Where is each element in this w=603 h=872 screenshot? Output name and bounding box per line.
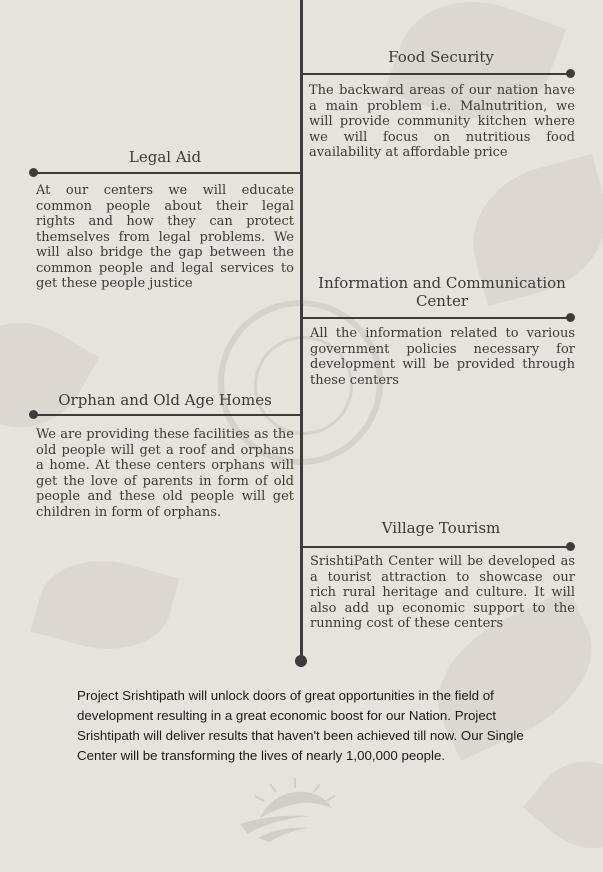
section-title-food-security: Food Security <box>388 48 494 66</box>
section-text-food-security: The backward areas of our nation have a main problem i.e. Malnutrition, we will provide community kitchen where we will focus on nutritious food availability at affordable price <box>309 83 575 160</box>
section-text-village-tourism: SrishtiPath Center will be developed as a tourist attraction to showcase our rich rural heritage and culture. It will also add up economic support to the running cost of these centers <box>310 554 575 631</box>
branch-dot-info-comm-center <box>566 313 575 322</box>
branch-line-village-tourism <box>302 546 570 548</box>
section-title-village-tourism: Village Tourism <box>381 519 501 537</box>
footer-summary-text: Project Srishtipath will unlock doors of great opportunities in the field of development resulting in a great economic boost for our Nation. Project Srishtipath will deliver results that haven't been achieved till now. Our Single Center will be transforming the lives of nearly 1,00,000 people. <box>77 688 524 763</box>
section-title-info-comm-center: Information and Communication Center <box>318 274 566 310</box>
branch-line-legal-aid <box>36 172 300 174</box>
branch-dot-orphan-old-age <box>29 410 38 419</box>
branch-dot-village-tourism <box>566 542 575 551</box>
branch-line-food-security <box>302 73 570 75</box>
branch-dot-food-security <box>566 69 575 78</box>
timeline-end-dot <box>295 655 307 667</box>
section-title-legal-aid: Legal Aid <box>128 148 202 166</box>
section-text-legal-aid: At our centers we will educate common people about their legal rights and how they can protect themselves from legal problems. We will also bridge the gap between the common people and legal services to get these people justice <box>36 183 294 291</box>
srishti-path-logo <box>200 778 415 844</box>
branch-line-info-comm-center <box>302 317 570 319</box>
branch-line-orphan-old-age <box>36 414 300 416</box>
section-title-orphan-old-age: Orphan and Old Age Homes <box>58 391 272 409</box>
section-text-orphan-old-age: We are providing these facilities as the old people will get a roof and orphans a home. At these centers orphans will get the love of parents in form of old people and these old people will get children in form of orphans. <box>36 427 294 520</box>
section-text-info-comm-center: All the information related to various government policies necessary for development will be provided through these centers <box>310 326 575 388</box>
background-leaf <box>31 545 180 666</box>
background-leaf <box>523 738 603 871</box>
timeline-spine <box>300 0 303 660</box>
branch-dot-legal-aid <box>29 168 38 177</box>
